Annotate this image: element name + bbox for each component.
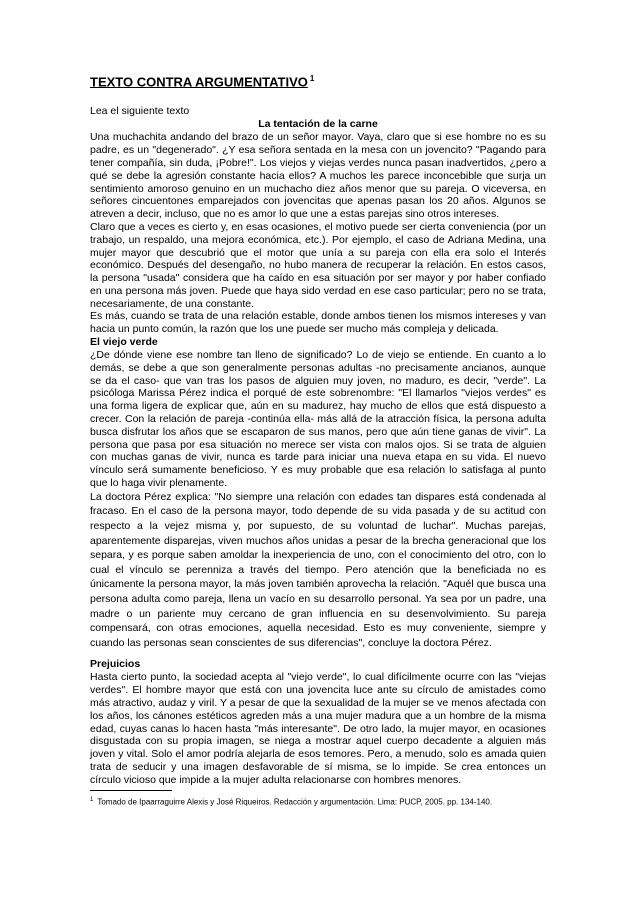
footnote-marker: 1: [90, 796, 94, 803]
paragraph: La doctora Pérez explica: "No siempre una relación con edades tan dispares está condenada al fracaso. En el caso de la persona mayor, todo depende de su vida pasada y de su actitud con respecto a la vejez misma y, por supuesto, de su voluntad de luchar". Muchas parejas, aparentemente disparejas, viven muchos años unidas a pesar de la brecha generacional que los separa, y es porque saben amoldar la inexperiencia de uno, con el conocimiento del otro, con lo cual el vínculo se perenniza a través del tiempo. Pero atención que la beneficiada no es únicamente la persona mayor, la más joven también aprovecha la relación. "Aquél que busca una persona adulta como pareja, llena un vacío en su desarrollo personal. Ya sea por un padre, una madre o un pariente muy cercano de gran influencia en su desenvolvimiento. Su pareja compensará, con otras emociones, aquella necesidad. Esto es muy conveniente, siempre y cuando las personas sean conscientes de sus diferencias", concluye la doctora Pérez.: [90, 490, 546, 649]
footnote: [90, 795, 546, 808]
section-heading-prejuicios: Prejuicios: [90, 658, 141, 671]
document-title-text: TEXTO CONTRA ARGUMENTATIVO: [90, 74, 308, 90]
paragraph: Claro que a veces es cierto y, en esas ocasiones, el motivo puede ser cierta conveniencia (por un trabajo, un respaldo, una mejora económica, etc.). Por ejemplo, el caso de Adriana Medina, una mujer mayor que descubrió que el motor que unía a su pareja con ella era solo el Interés económico. Después del desengaño, no hubo manera de recuperar la relación. En estos casos, la persona "usada" considera que ha caído en esa situación por ser mayor y por haber confiado en una persona más joven. Puede que haya sido verdad en ese caso particular; pero no se trata, necesariamente, de una constante.: [90, 220, 546, 310]
document-page: [90, 70, 546, 807]
paragraph: Es más, cuando se trata de una relación estable, donde ambos tienen los mismos intereses y van hacia un punto común, la razón que los une puede ser mucho más compleja y delicada.: [90, 310, 546, 336]
paragraph: Hasta cierto punto, la sociedad acepta al "viejo verde", lo cual difícilmente ocurre con las "viejas verdes". El hombre mayor que está con una jovencita luce ante su círculo de amistades como más atractivo, audaz y viril. Y a pesar de que la sexualidad de la mujer se ve menos afectada con los años, los cánones estéticos agreden más a una mujer madura que a un hombre de la misma edad, cuyas canas lo hacen hasta "más interesante". De otro lado, la mujer mayor, en ocasiones disgustada con su propia imagen, se niega a mostrar aquel cuerpo decadente a alguien más joven y vital. Solo el amor podría alejarla de esos temores. Pero, a menudo, solo es amada quien trata de seducir y una imagen desfavorable de sí misma, se lo impide. Se crea entonces un círculo vicioso que impide a la mujer adulta relacionarse con hombres menores.: [90, 671, 546, 786]
article-title: La tentación de la carne: [258, 118, 378, 131]
footnote-divider: [90, 790, 172, 791]
intro-text: Lea el siguiente texto: [90, 105, 190, 118]
paragraph: ¿De dónde viene ese nombre tan lleno de significado? Lo de viejo se entiende. En cuanto a lo demás, se debe a que son generalmente personas adultas -no precisamente ancianos, aunque se da el caso- que van tras los pasos de alguien muy joven, no maduro, es decir, "verde". La psicóloga Marissa Pérez indica el porqué de este sobrenombre: "El llamarlos "viejos verdes" es una forma ligera de explicar que, aún en su madurez, hay mucho de ellos que está dispuesto a crecer. Con la relación de pareja -continúa ella- más allá de la atracción física, la persona adulta busca disfrutar los años que se escaparon de sus manos, pero que aún tiene ganas de vivir". La persona que pasa por esa situación no merece ser vista con malos ojos. Si se trata de alguien con muchas ganas de vivir, nunca es tarde para iniciar una nueva etapa en su vida. El nuevo vínculo será sumamente beneficioso. Y es muy probable que esa relación lo satisfaga al punto que lo haga vivir plenamente.: [90, 349, 546, 490]
section-heading-viejo-verde: El viejo verde: [90, 336, 158, 349]
document-title: [90, 70, 546, 91]
section-gap: [90, 650, 546, 658]
footnote-text: Tomado de Ipaarraguirre Alexis y José Riqueiros. Redacción y argumentación. Lima: PUCP, 2005. pp. 134-140.: [97, 797, 493, 807]
title-footnote-marker: 1: [309, 74, 315, 83]
paragraph: Una muchachita andando del brazo de un señor mayor. Vaya, claro que si ese hombre no es su padre, es un "degenerado". ¿Y esa señora sentada en la mesa con un jovencito? "Pagando para tener compañía, sin duda, ¡Pobre!". Los viejos y viejas verdes nunca pasan inadvertidos, ¿pero a qué se debe la agresión constante hacia ellos? A muchos les parece inconcebible que surja un sentimiento amoroso genuino en un muchacho diez años menor que su pareja. O viceversa, en señores cincuentones emparejados con jovencitas que apenas pasan los 20 años. Algunos se atreven a decir, incluso, que no es amor lo que une a estas parejas sino otros intereses.: [90, 131, 546, 221]
